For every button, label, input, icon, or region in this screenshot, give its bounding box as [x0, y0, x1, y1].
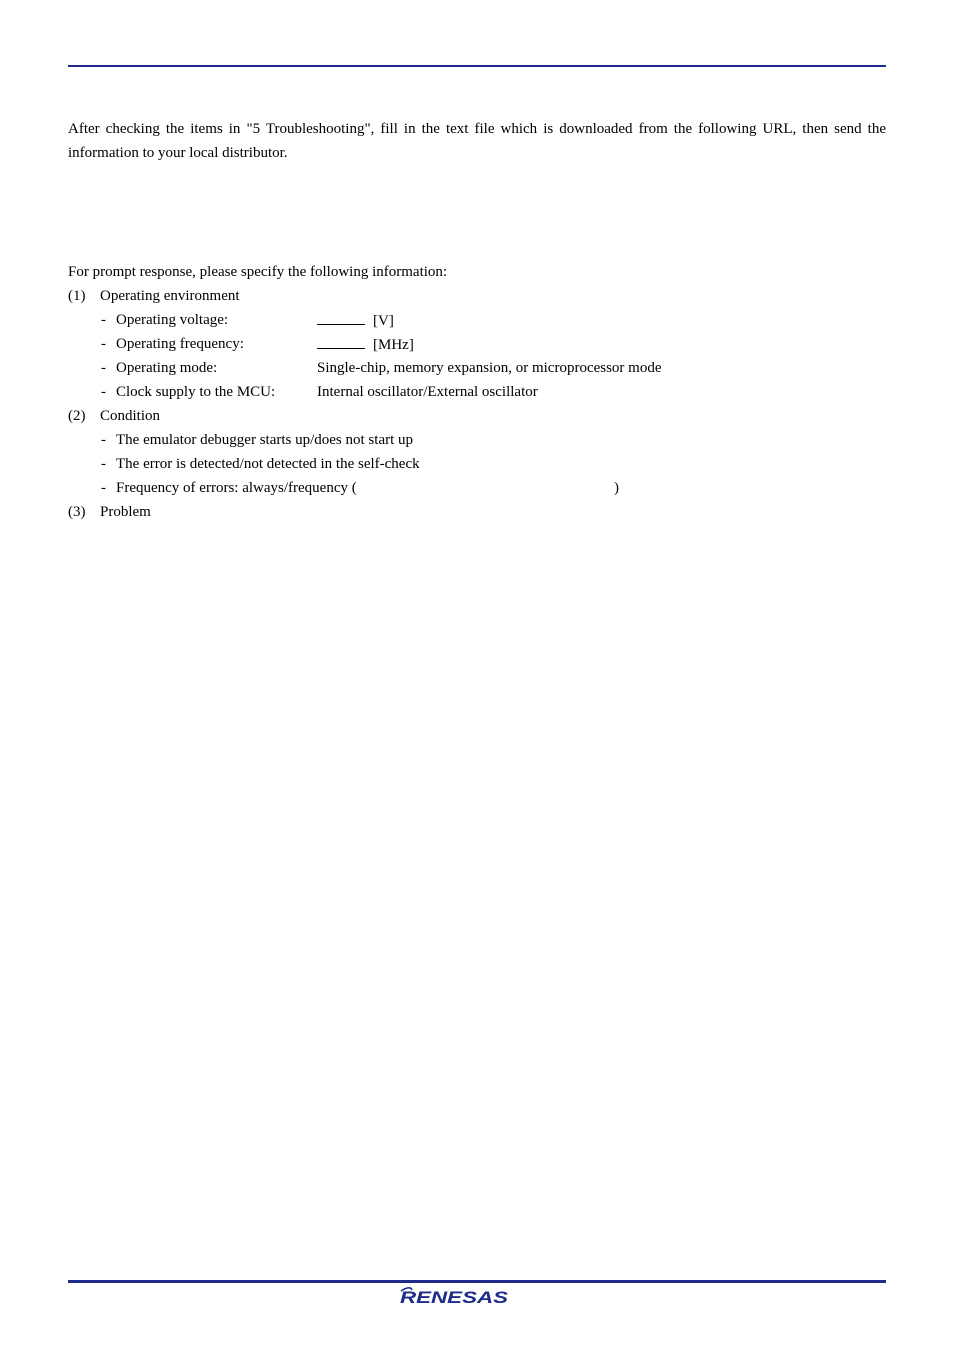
voltage-unit: [V] [373, 313, 394, 329]
bullet-dash: - [101, 336, 106, 352]
bullet-dash: - [101, 456, 106, 472]
item-text: Frequency of errors: always/frequency ( [116, 480, 357, 496]
section-number: (2) [68, 408, 86, 424]
section-title: Problem [100, 504, 151, 520]
section-title: Condition [100, 408, 161, 424]
item-value [317, 334, 414, 355]
header-rule [68, 65, 886, 67]
logo-wordmark: RENESAS [400, 1288, 509, 1307]
item-text: The error is detected/not detected in the self-check [116, 456, 420, 472]
footer-rule [68, 1280, 886, 1283]
frequency-unit: [MHz] [373, 337, 414, 353]
item-label: Operating frequency: [116, 336, 244, 352]
section-number: (1) [68, 288, 86, 304]
intro-paragraph: After checking the items in "5 Troubleshooting", fill in the text file which is downloaded from the following URL, then send the information to your local distributor. [68, 121, 886, 161]
renesas-logo [398, 1286, 512, 1308]
item-label: Operating voltage: [116, 312, 229, 328]
item-label: Clock supply to the MCU: [116, 384, 276, 400]
frequency-blank[interactable] [317, 334, 365, 349]
bullet-dash: - [101, 432, 106, 448]
item-value: Single-chip, memory expansion, or microprocessor mode [317, 360, 662, 376]
bullet-dash: - [101, 360, 106, 376]
item-value [317, 310, 394, 331]
close-paren: ) [614, 480, 619, 496]
item-value: Internal oscillator/External oscillator [317, 384, 538, 400]
section-number: (3) [68, 504, 86, 520]
item-text: The emulator debugger starts up/does not start up [116, 432, 414, 448]
bullet-dash: - [101, 312, 106, 328]
bullet-dash: - [101, 384, 106, 400]
voltage-blank[interactable] [317, 310, 365, 325]
item-label: Operating mode: [116, 360, 218, 376]
bullet-dash: - [101, 480, 106, 496]
section-title: Operating environment [100, 288, 240, 304]
prompt-line: For prompt response, please specify the following information: [68, 264, 448, 280]
